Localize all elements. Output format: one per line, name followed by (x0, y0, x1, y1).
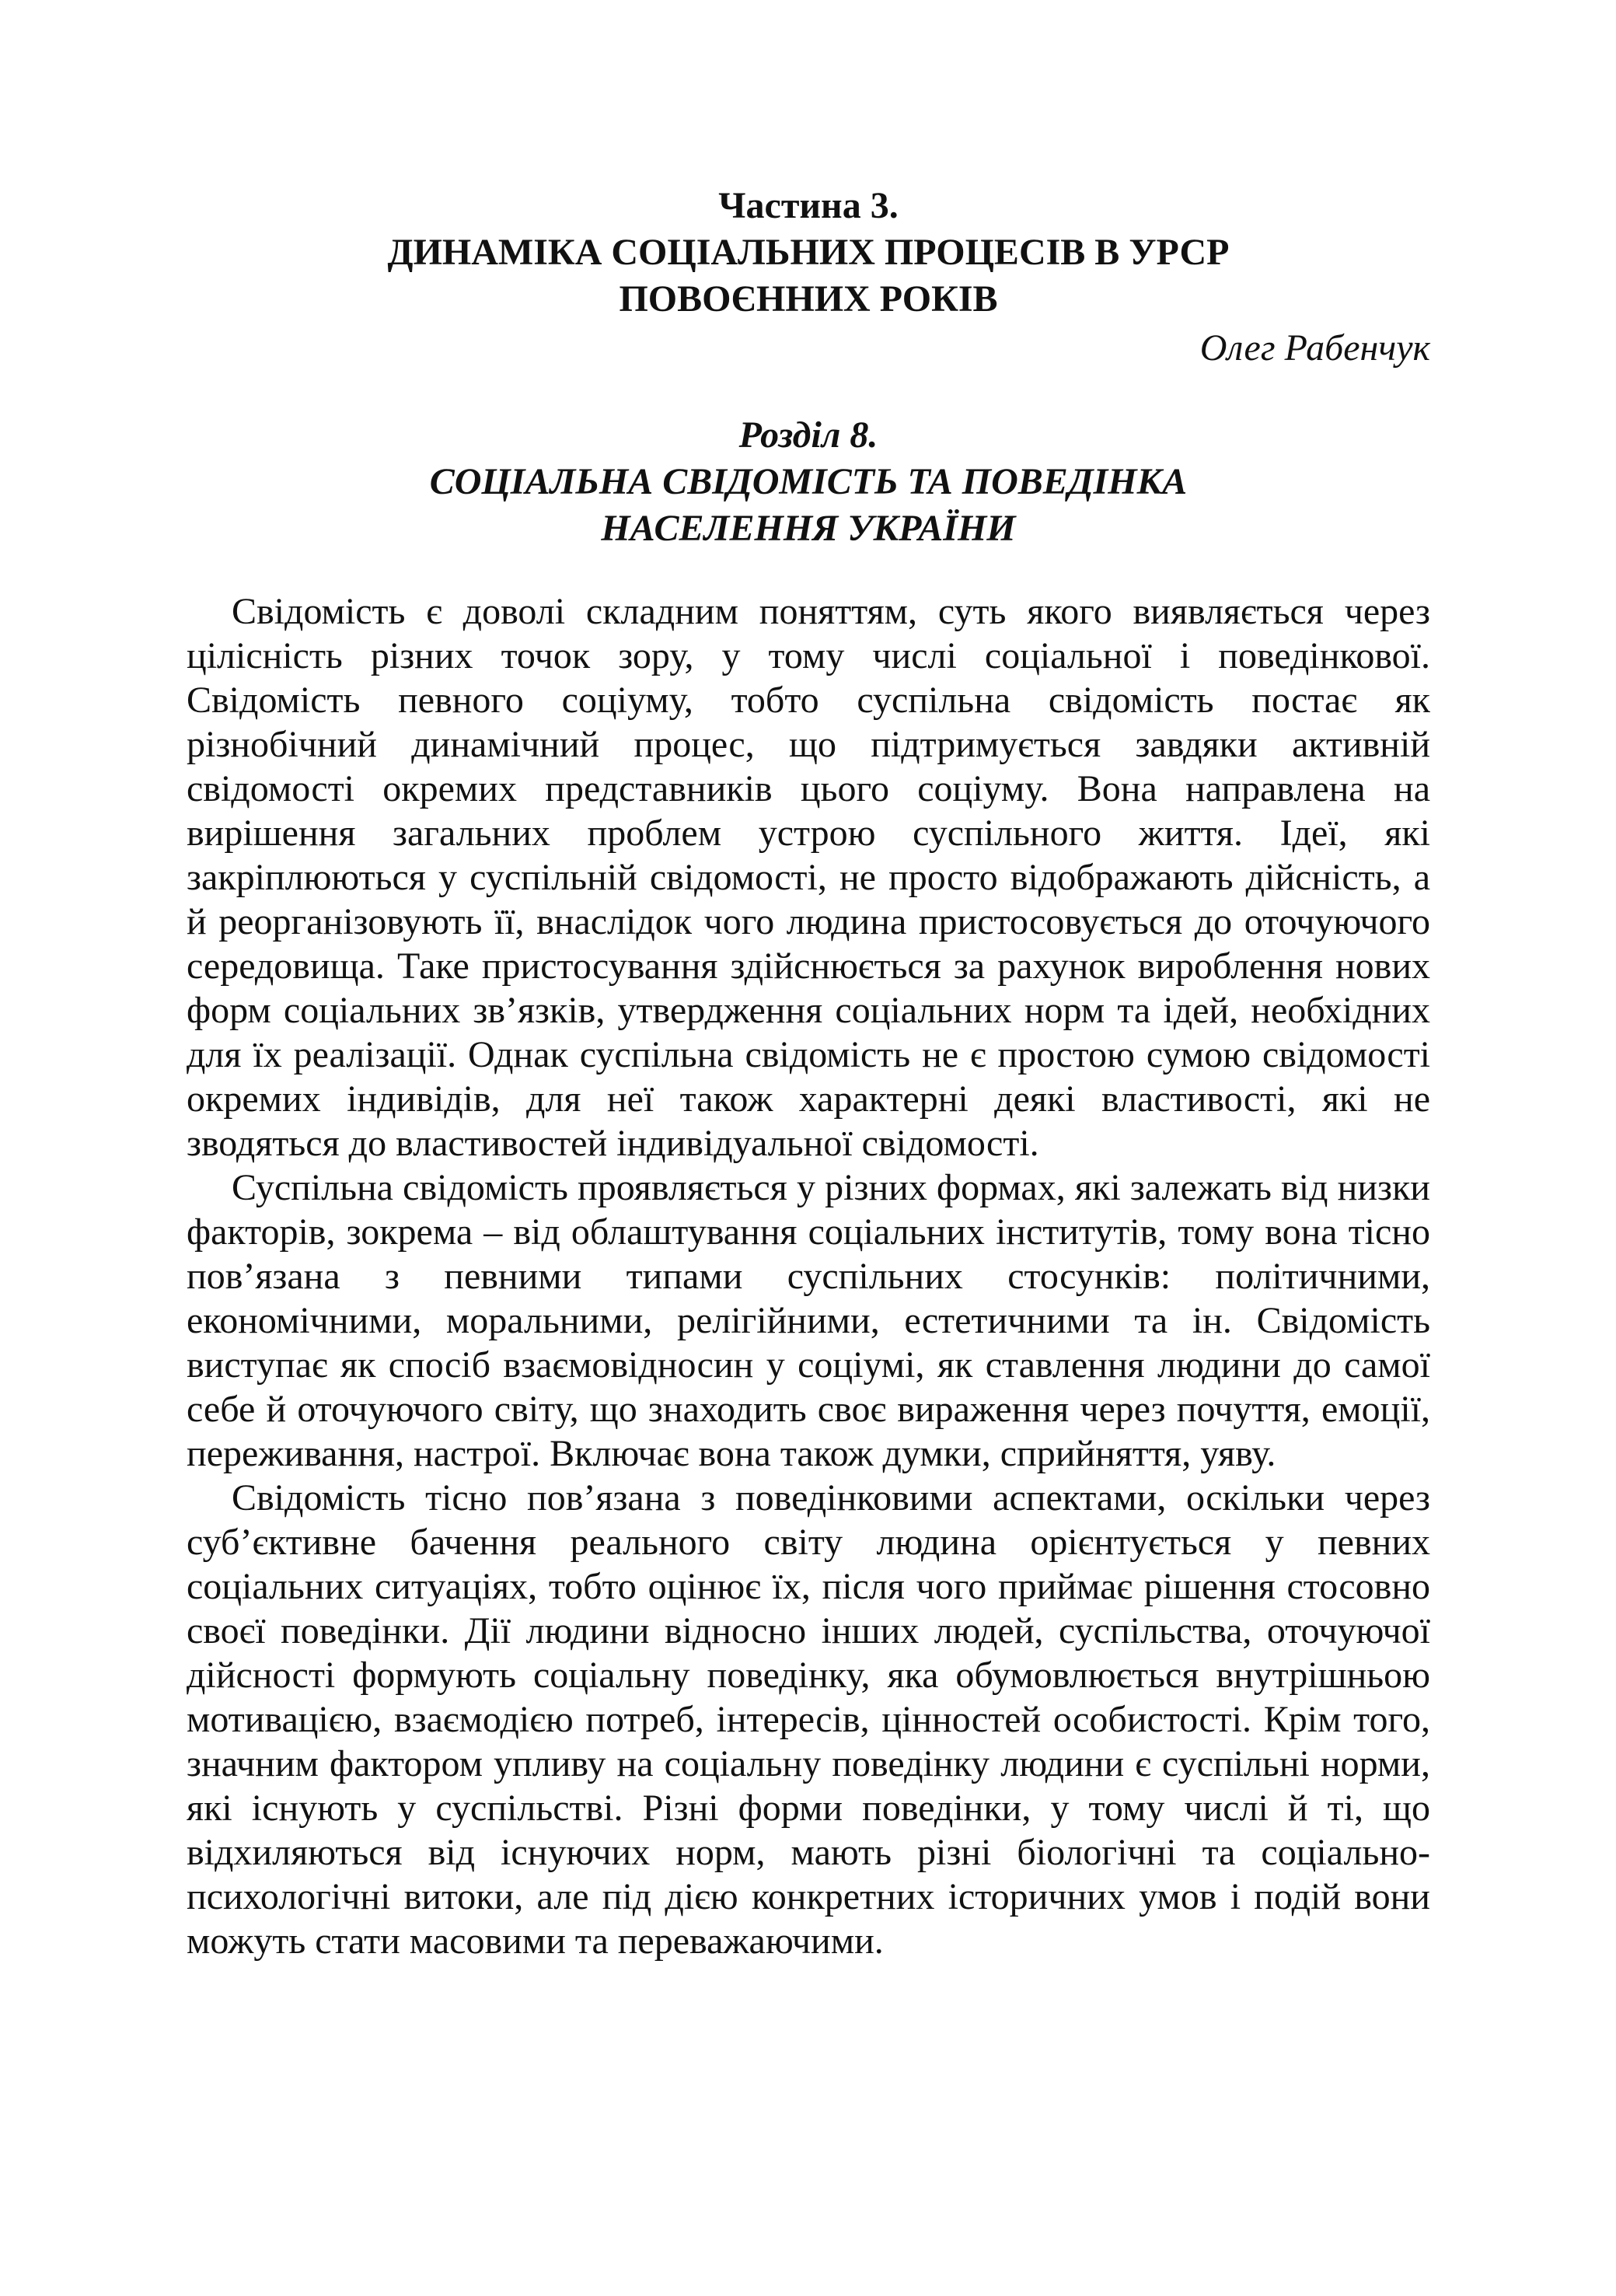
part-title-line-2: ПОВОЄННИХ РОКІВ (619, 278, 998, 320)
section-title-line-2: НАСЕЛЕННЯ УКРАЇНИ (601, 508, 1016, 549)
part-label: Частина 3. (718, 185, 899, 226)
section-label: Розділ 8. (738, 414, 878, 456)
body-text (187, 589, 1430, 1963)
part-title-line-1: ДИНАМІКА СОЦІАЛЬНИХ ПРОЦЕСІВ В УРСР (387, 232, 1230, 273)
section-title-line-1: СОЦІАЛЬНА СВІДОМІСТЬ ТА ПОВЕДІНКА (429, 461, 1188, 502)
paragraph-3: Свідомість тісно пов’язана з поведінковими аспектами, оскільки через суб’єктивне бачення реального світу людина орієнтується у певних соціальних ситуаціях, тобто оцінює їх, після чого приймає рішення стосовно своєї поведінки. Дії людини відносно інших людей, суспільства, оточуючої дійсності формують соціальну поведінку, яка обумовлюється внутрішньою мотивацією, взаємодією потреб, інтересів, цінностей особистості. Крім того, значним фактором упливу на соціальну поведінку людини є суспільні норми, які існують у суспільстві. Різні форми поведінки, у тому числі й ті, що відхиляються від існуючих норм, мають різні біологічні та соціально-психологічні витоки, але під дією конкретних історичних умов і подій вони можуть стати масовими та переважаючими. (187, 1477, 1430, 1962)
paragraph-2: Суспільна свідомість проявляється у різних формах, які залежать від низки факторів, зокрема – від облаштування соціальних інститутів, тому вона тісно пов’язана з певними типами суспільних стосунків: політичними, економічними, моральними, релігійними, естетичними та ін. Свідомість виступає як спосіб взаємовідносин у соціумі, як ставлення людини до самої себе й оточуючого світу, що знаходить своє вираження через почуття, емоції, переживання, настрої. Включає вона також думки, сприйняття, уяву. (187, 1167, 1430, 1474)
author-name: Олег Рабенчук (1199, 327, 1430, 369)
part-heading (187, 183, 1430, 323)
section-heading (187, 412, 1430, 552)
paragraph-1: Свідомість є доволі складним поняттям, суть якого виявляється через цілісність різних точок зору, у тому числі соціальної і поведінкової. Свідомість певного соціуму, тобто суспільна свідомість постає як різнобічний динамічний процес, що підтримується завдяки активній свідомості окремих представників цього соціуму. Вона направлена на вирішення загальних проблем устрою суспільного життя. Ідеї, які закріплюються у суспільній свідомості, не просто відображають дійсність, а й реорганізовують її, внаслідок чого людина пристосовується до оточуючого середовища. Таке пристосування здійснюється за рахунок вироблення нових форм соціальних зв’язків, утвердження соціальних норм та ідей, необхідних для їх реалізації. Однак суспільна свідомість не є простою сумою свідомості окремих індивідів, для неї також характерні деякі властивості, які не зводяться до властивостей індивідуальної свідомості. (187, 591, 1430, 1164)
